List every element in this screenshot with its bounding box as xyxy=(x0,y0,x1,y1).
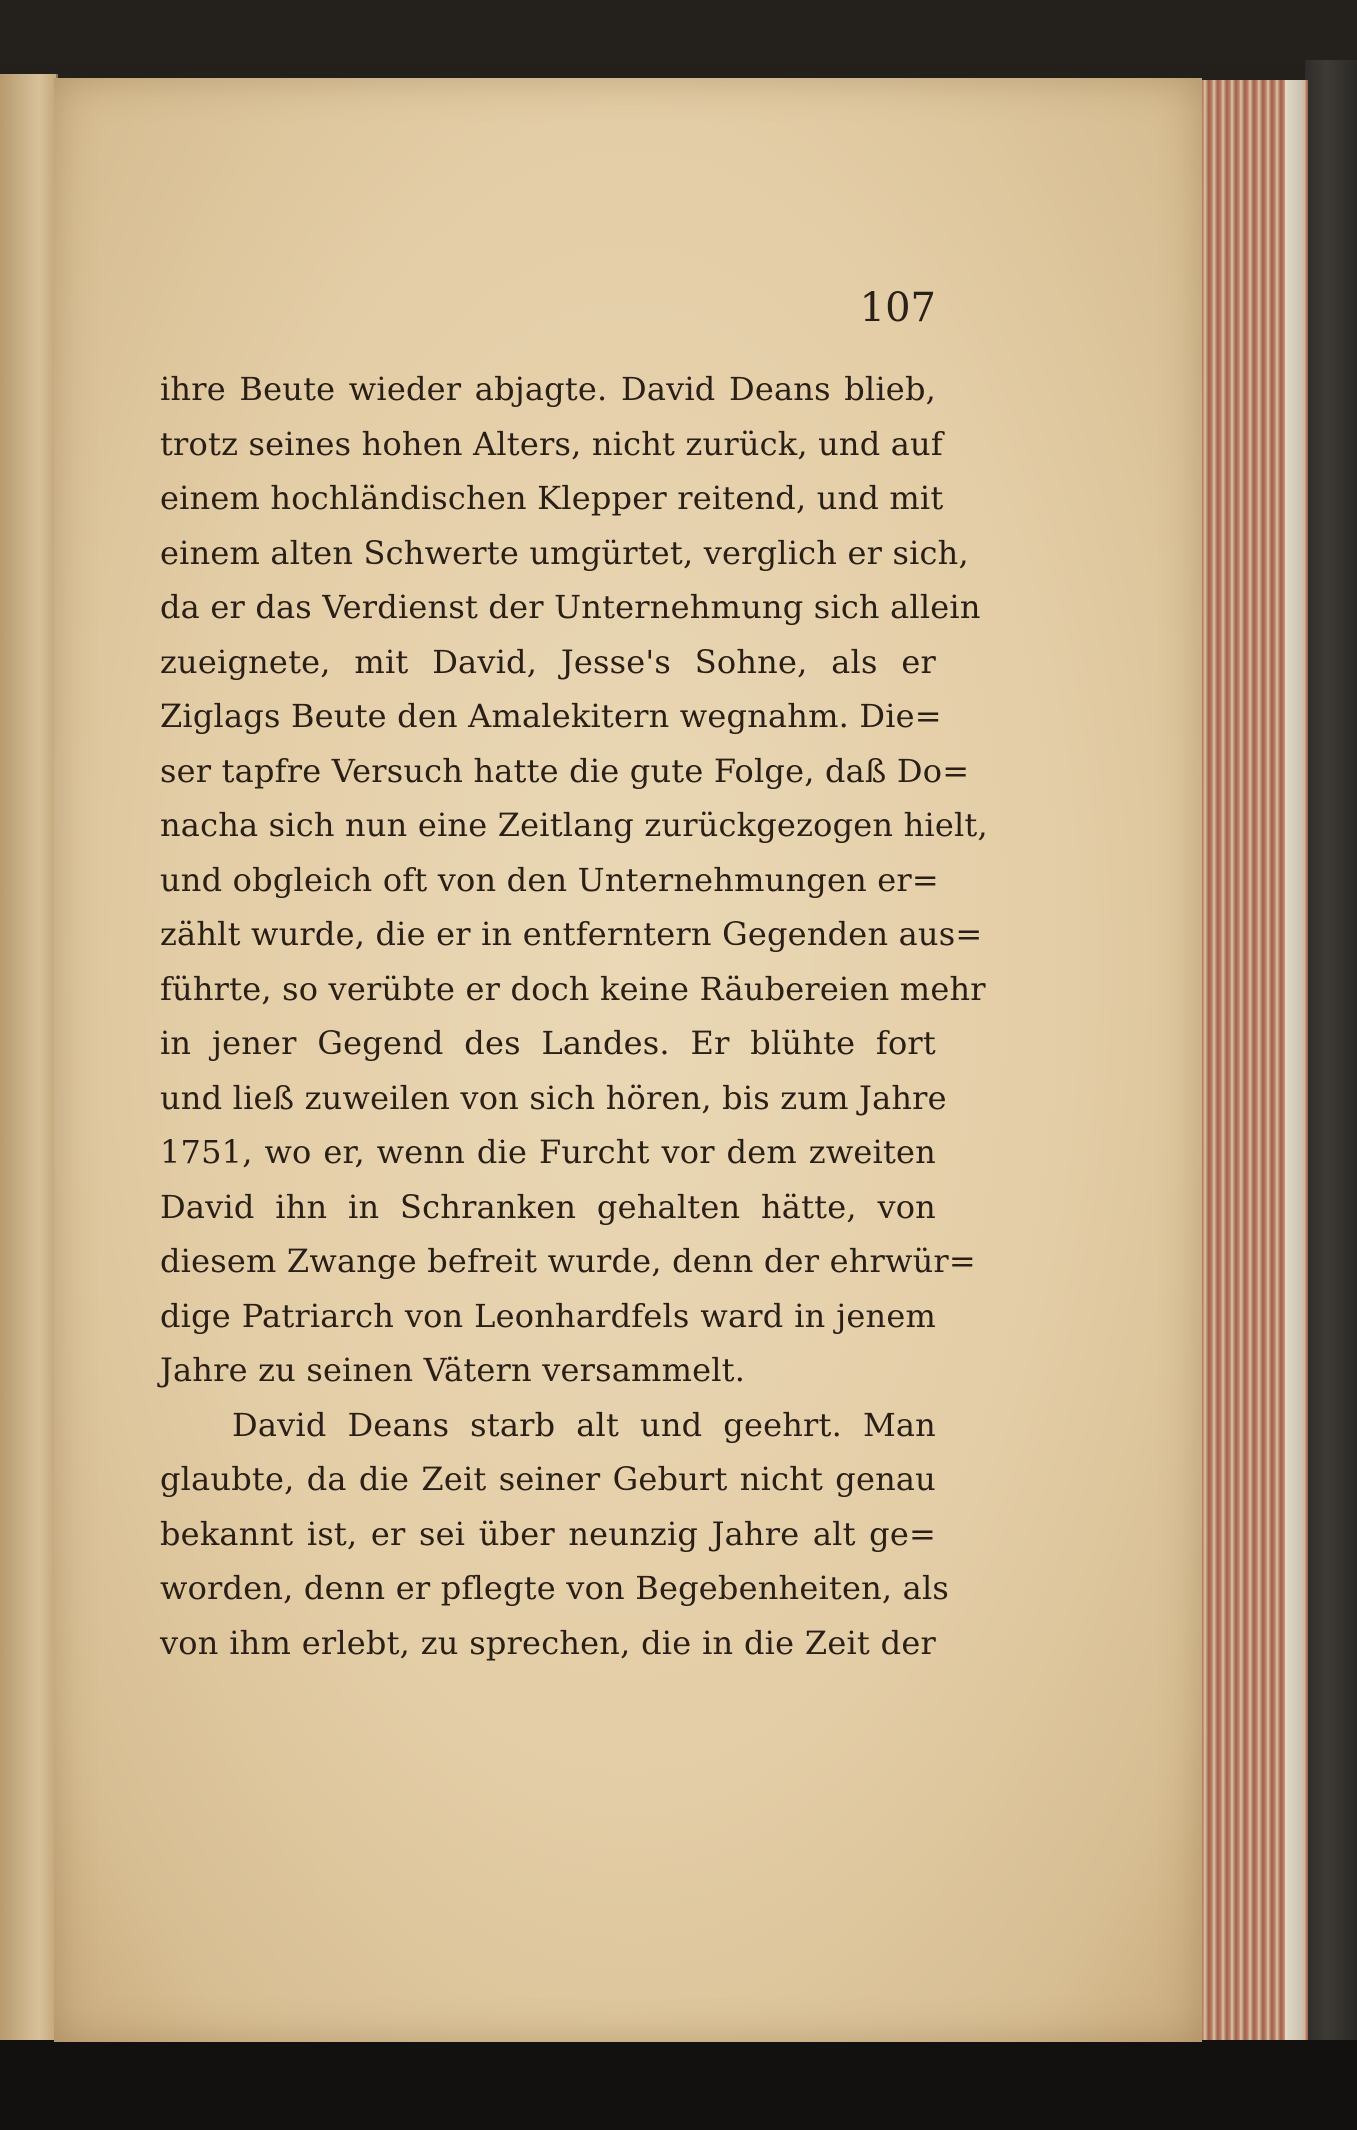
text-line: David ihn in Schranken gehalten hätte, von xyxy=(160,1187,936,1226)
paragraph-start-line: David Deans starb alt und geehrt. Man xyxy=(232,1405,936,1444)
text-line: 1751, wo er, wenn die Furcht vor dem zweiten xyxy=(160,1133,936,1171)
text-line: und obgleich oft von den Unternehmungen er= xyxy=(160,860,939,899)
paragraph-end-line: Jahre zu seinen Vätern versammelt. xyxy=(160,1351,746,1389)
text-line: nacha sich nun eine Zeitlang zurückgezogen hielt, xyxy=(160,806,988,844)
page-number: 107 xyxy=(859,285,936,331)
text-line: ser tapfre Versuch hatte die gute Folge, daß Do= xyxy=(160,751,970,790)
text-line: einem alten Schwerte umgürtet, verglich er sich, xyxy=(160,533,969,572)
text-line: von ihm erlebt, zu sprechen, die in die Zeit der xyxy=(160,1623,936,1662)
text-line: bekannt ist, er sei über neunzig Jahre alt ge= xyxy=(160,1514,936,1553)
text-line: zählt wurde, die er in entferntern Gegenden aus= xyxy=(160,915,983,953)
text-line: diesem Zwange befreit wurde, denn der ehrwür= xyxy=(160,1242,976,1280)
text-line: ihre Beute wieder abjagte. David Deans blieb, xyxy=(160,370,936,408)
text-line: Ziglags Beute den Amalekitern wegnahm. Die= xyxy=(160,697,942,735)
page-stack-highlight xyxy=(1285,80,1303,2040)
text-line: zueignete, mit David, Jesse's Sohne, als er xyxy=(160,642,936,681)
text-line: einem hochländischen Klepper reitend, und mit xyxy=(160,479,944,517)
text-line: glaubte, da die Zeit seiner Geburt nicht genau xyxy=(160,1460,936,1498)
text-line: in jener Gegend des Landes. Er blühte fort xyxy=(160,1024,936,1062)
text-line: und ließ zuweilen von sich hören, bis zum Jahre xyxy=(160,1078,947,1117)
text-line: da er das Verdienst der Unternehmung sich allein xyxy=(160,588,981,626)
text-line: trotz seines hohen Alters, nicht zurück, und auf xyxy=(160,424,943,463)
page-text xyxy=(160,362,988,1670)
book-cover-edge xyxy=(1305,60,1357,2070)
bottom-shadow xyxy=(0,2040,1357,2130)
text-line: worden, denn er pflegte von Begebenheiten, als xyxy=(160,1569,949,1607)
text-line: dige Patriarch von Leonhardfels ward in jenem xyxy=(160,1296,936,1335)
facing-page-edge xyxy=(0,74,58,2046)
text-line: führte, so verübte er doch keine Räubereien mehr xyxy=(160,969,986,1008)
